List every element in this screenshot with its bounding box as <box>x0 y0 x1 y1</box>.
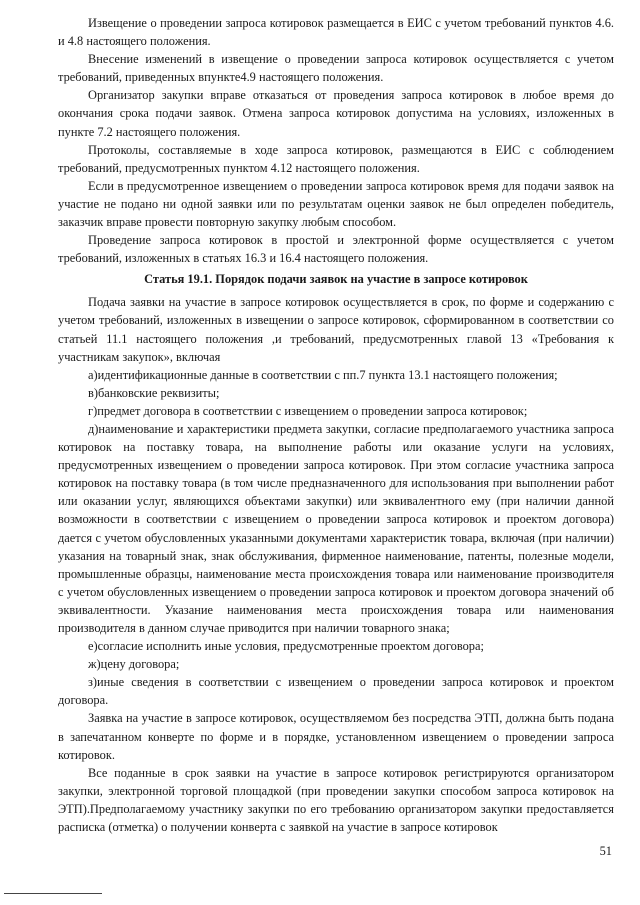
article-title: Статья 19.1. Порядок подачи заявок на участие в запросе котировок <box>144 272 528 287</box>
page-number: 51 <box>599 844 612 858</box>
paragraph: Все поданные в срок заявки на участие в запросе котировок регистрируются организатором закупки, электронной торговой площадкой (при проведении закупки способом запроса котировок на ЭТП).Предполагаемому участнику закупки по его требованию организатором закупки предоставляется расписка (отметка) о получении конверта с заявкой на участие в запросе котировок <box>58 765 614 835</box>
footnote-divider <box>4 893 102 894</box>
list-item: а)идентификационные данные в соответствии с пп.7 пункта 13.1 настоящего положения; <box>88 367 558 382</box>
paragraph: Проведение запроса котировок в простой и электронной форме осуществляется с учетом требований, изложенных в статьях 16.3 и 16.4 настоящего положения. <box>58 233 614 266</box>
list-item: ж)цену договора; <box>88 657 180 672</box>
paragraph: Протоколы, составляемые в ходе запроса котировок, размещаются в ЕИС с соблюдением требований, предусмотренных пунктом 4.12 настоящего положения. <box>58 142 614 175</box>
document-page <box>58 14 614 836</box>
list-item: з)иные сведения в соответствии с извещением о проведении запроса котировок и проектом договора. <box>58 675 614 708</box>
paragraph: Организатор закупки вправе отказаться от проведения запроса котировок в любое время до окончания срока подачи заявок. Отмена запроса котировок допустима на условиях, изложенных в пункте 7.2 настоящего положения. <box>58 88 614 139</box>
list-item: в)банковские реквизиты; <box>88 385 220 400</box>
paragraph: Если в предусмотренное извещением о проведении запроса котировок время для подачи заявок на участие не подано ни одной заявки или по результатам оценки заявок не был определен победитель, заказчик вправе провести повторную закупку любым способом. <box>58 178 614 230</box>
list-item: е)согласие исполнить иные условия, предусмотренные проектом договора; <box>88 639 484 654</box>
paragraph-intro: Подача заявки на участие в запросе котировок осуществляется в срок, по форме и содержанию с учетом требований, изложенных в извещении о запросе котировок, сформированном в соответствии со статьей 11.1 настоящего положения ,и требований, предусмотренных главой 13 «Требования к участникам закупок», включая <box>58 295 614 364</box>
paragraph: Заявка на участие в запросе котировок, осуществляемом без посредства ЭТП, должна быть подана в запечатанном конверте по форме и в порядке, установленном извещением о проведении запроса котировок. <box>58 711 614 762</box>
paragraph: Внесение изменений в извещение о проведении запроса котировок осуществляется с учетом требований, приведенных впункте4.9 настоящего положения. <box>58 52 614 85</box>
paragraph: Извещение о проведении запроса котировок размещается в ЕИС с учетом требований пунктов 4.6. и 4.8 настоящего положения. <box>58 16 614 49</box>
list-item: д)наименование и характеристики предмета закупки, согласие предполагаемого участника запроса котировок на поставку товара, на выполнение работы или оказание услуги на условиях, предусмотренных извещением о проведении запроса котировок. При этом согласие участника запроса котировок на поставку товара (в том числе предназначенного для использования при выполнении работ или оказании услуг, являющихся объектами закупки) или эквивалентного ему (при наличии данной возможности в соответствии с извещением о проведении запроса котировок и проектом договора) дается с учетом обусловленных указанными документами характеристик товара, включая (при наличии) указания на товарный знак, знак обслуживания, фирменное наименование, патенты, полезные модели, промышленные образцы, наименование места происхождения товара или наименование производителя с учетом обусловленных извещением о проведении запроса котировок и проектом договора значений об эквивалентности. Указание наименования места происхождения товара или наименования производителя в данном случае приводится при наличии товарного знака; <box>58 421 614 635</box>
list-item: г)предмет договора в соответствии с извещением о проведении запроса котировок; <box>88 403 528 418</box>
